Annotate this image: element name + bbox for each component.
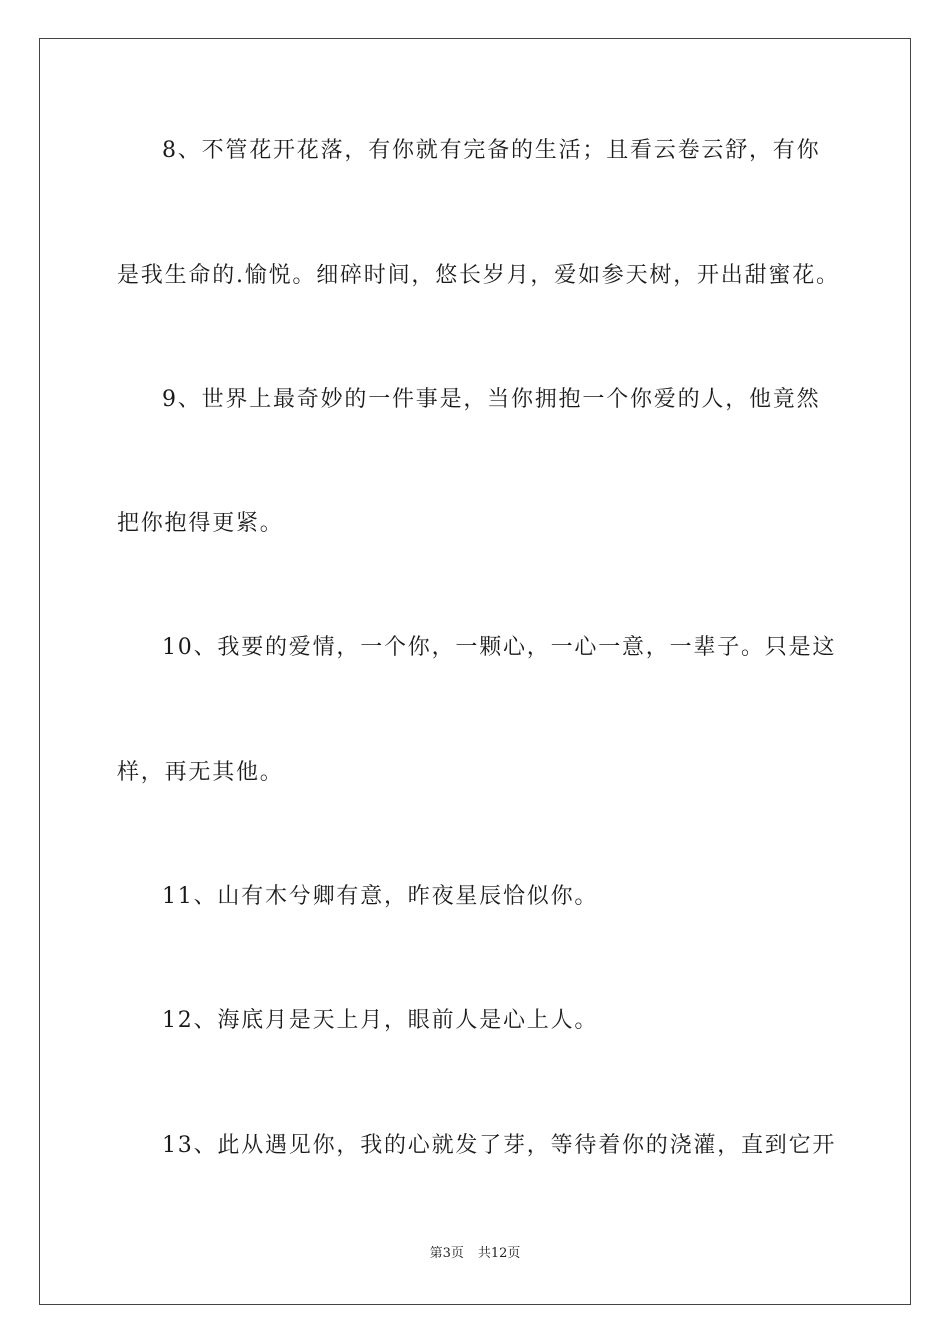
page-number: 第3页: [429, 1246, 464, 1261]
page-footer: [0, 1245, 950, 1263]
paragraph-line: 把你抱得更紧。: [117, 511, 284, 536]
paragraph-line: 8、不管花开花落，有你就有完备的生活；且看云卷云舒，有你: [162, 138, 821, 163]
paragraph-line: 9、世界上最奇妙的一件事是，当你拥抱一个你爱的人，他竟然: [162, 387, 821, 412]
page-total: 共12页: [477, 1246, 521, 1261]
paragraph-line: 13、此从遇见你，我的心就发了芽，等待着你的浇灌，直到它开: [162, 1133, 837, 1158]
page-frame: [39, 38, 911, 1305]
paragraph-line: 是我生命的.愉悦。细碎时间，悠长岁月，爱如参天树，开出甜蜜花。: [117, 263, 840, 288]
paragraph-line: 12、海底月是天上月，眼前人是心上人。: [162, 1008, 599, 1033]
paragraph-line: 样，再无其他。: [117, 760, 284, 785]
paragraph-line: 10、我要的爱情，一个你，一颗心，一心一意，一辈子。只是这: [162, 635, 837, 660]
paragraph-line: 11、山有木兮卿有意，昨夜星辰恰似你。: [162, 884, 599, 909]
